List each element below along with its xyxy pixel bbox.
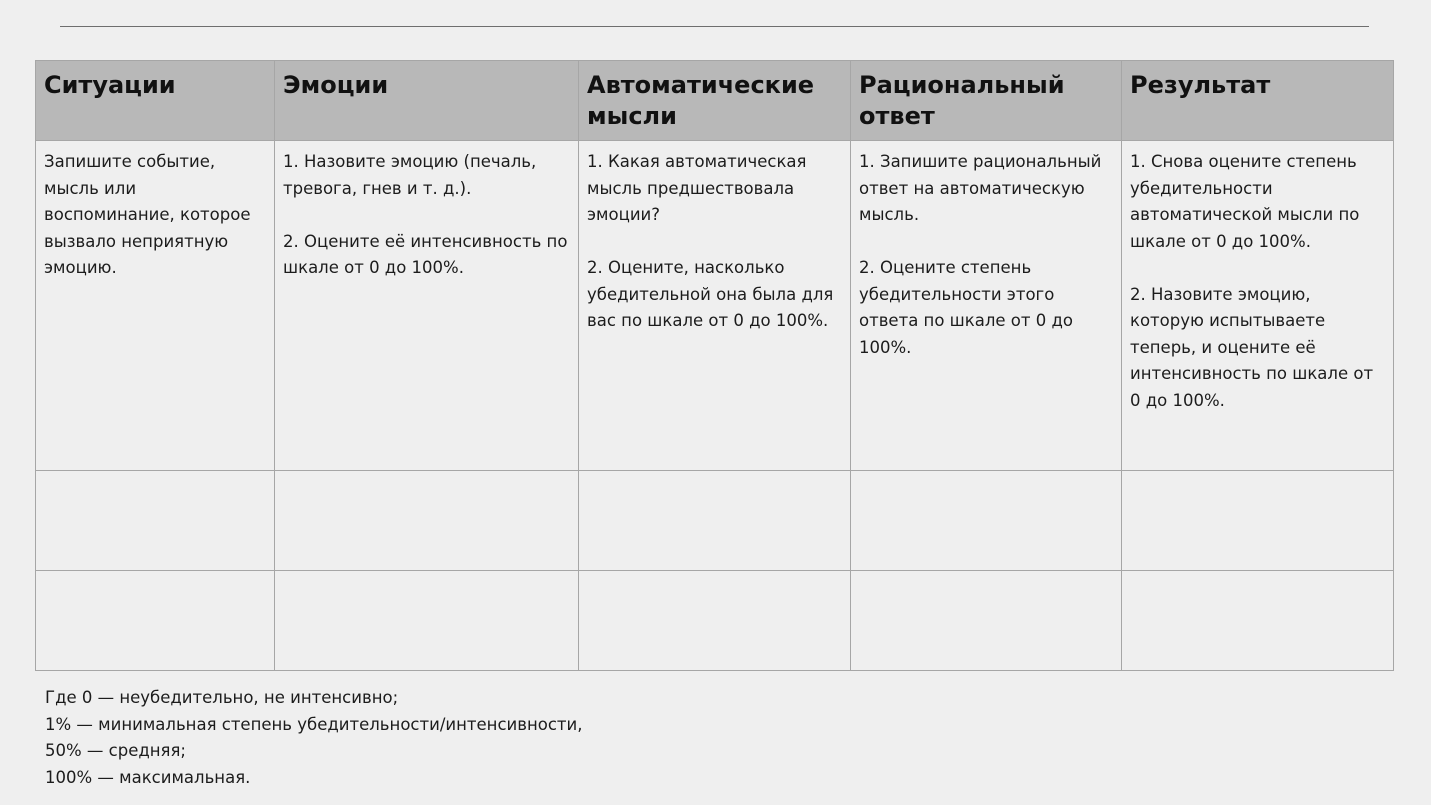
footnote-line: Где 0 — неубедительно, не интенсивно; bbox=[45, 688, 399, 707]
cell-text: 1. Запишите рациональный ответ на автоматическую мысль. 2. Оцените степень убедительности этого ответа по шкале от 0 до 100%. bbox=[859, 152, 1102, 357]
empty-cell[interactable] bbox=[851, 571, 1122, 671]
empty-cell[interactable] bbox=[275, 571, 579, 671]
header-rational-response: Рациональный ответ bbox=[851, 61, 1122, 141]
cell-text: Запишите событие, мысль или воспоминание, которое вызвало неприятную эмоцию. bbox=[44, 152, 251, 277]
thought-record-table bbox=[35, 60, 1394, 671]
empty-cell[interactable] bbox=[851, 471, 1122, 571]
cell-text: 1. Снова оцените степень убедительности автоматической мысли по шкале от 0 до 100%. 2. Назовите эмоцию, которую испытываете теперь, и оцените её интенсивность по шкале от 0 до 100%. bbox=[1130, 152, 1374, 410]
footnote-line: 1% — минимальная степень убедительности/интенсивности, bbox=[45, 714, 583, 734]
scale-footnote bbox=[45, 685, 583, 791]
cell-text: 1. Назовите эмоцию (печаль, тревога, гнев и т. д.). 2. Оцените её интенсивность по шкале от 0 до 100%. bbox=[283, 152, 568, 277]
empty-cell[interactable] bbox=[1122, 571, 1394, 671]
top-divider bbox=[60, 26, 1369, 27]
empty-cell[interactable] bbox=[1122, 471, 1394, 571]
table-row bbox=[36, 141, 1394, 471]
cell-emotions-instructions bbox=[275, 141, 579, 471]
cell-result-instructions bbox=[1122, 141, 1394, 471]
cell-text: 1. Какая автоматическая мысль предшествовала эмоции? 2. Оцените, насколько убедительной она была для вас по шкале от 0 до 100%. bbox=[587, 152, 834, 330]
footnote-line: 100% — максимальная. bbox=[45, 767, 251, 787]
thought-record-table-container bbox=[35, 60, 1394, 671]
table-row bbox=[36, 571, 1394, 671]
table-header-row bbox=[36, 61, 1394, 141]
cell-situations-instructions bbox=[36, 141, 275, 471]
cell-rational-response-instructions bbox=[851, 141, 1122, 471]
footnote-line: 50% — средняя; bbox=[45, 741, 186, 760]
empty-cell[interactable] bbox=[275, 471, 579, 571]
header-automatic-thoughts: Автоматические мысли bbox=[579, 61, 851, 141]
empty-cell[interactable] bbox=[579, 571, 851, 671]
empty-cell[interactable] bbox=[36, 471, 275, 571]
header-emotions: Эмоции bbox=[275, 61, 579, 141]
header-situations: Ситуации bbox=[36, 61, 275, 141]
header-result: Результат bbox=[1122, 61, 1394, 141]
cell-automatic-thoughts-instructions bbox=[579, 141, 851, 471]
empty-cell[interactable] bbox=[579, 471, 851, 571]
table-row bbox=[36, 471, 1394, 571]
empty-cell[interactable] bbox=[36, 571, 275, 671]
